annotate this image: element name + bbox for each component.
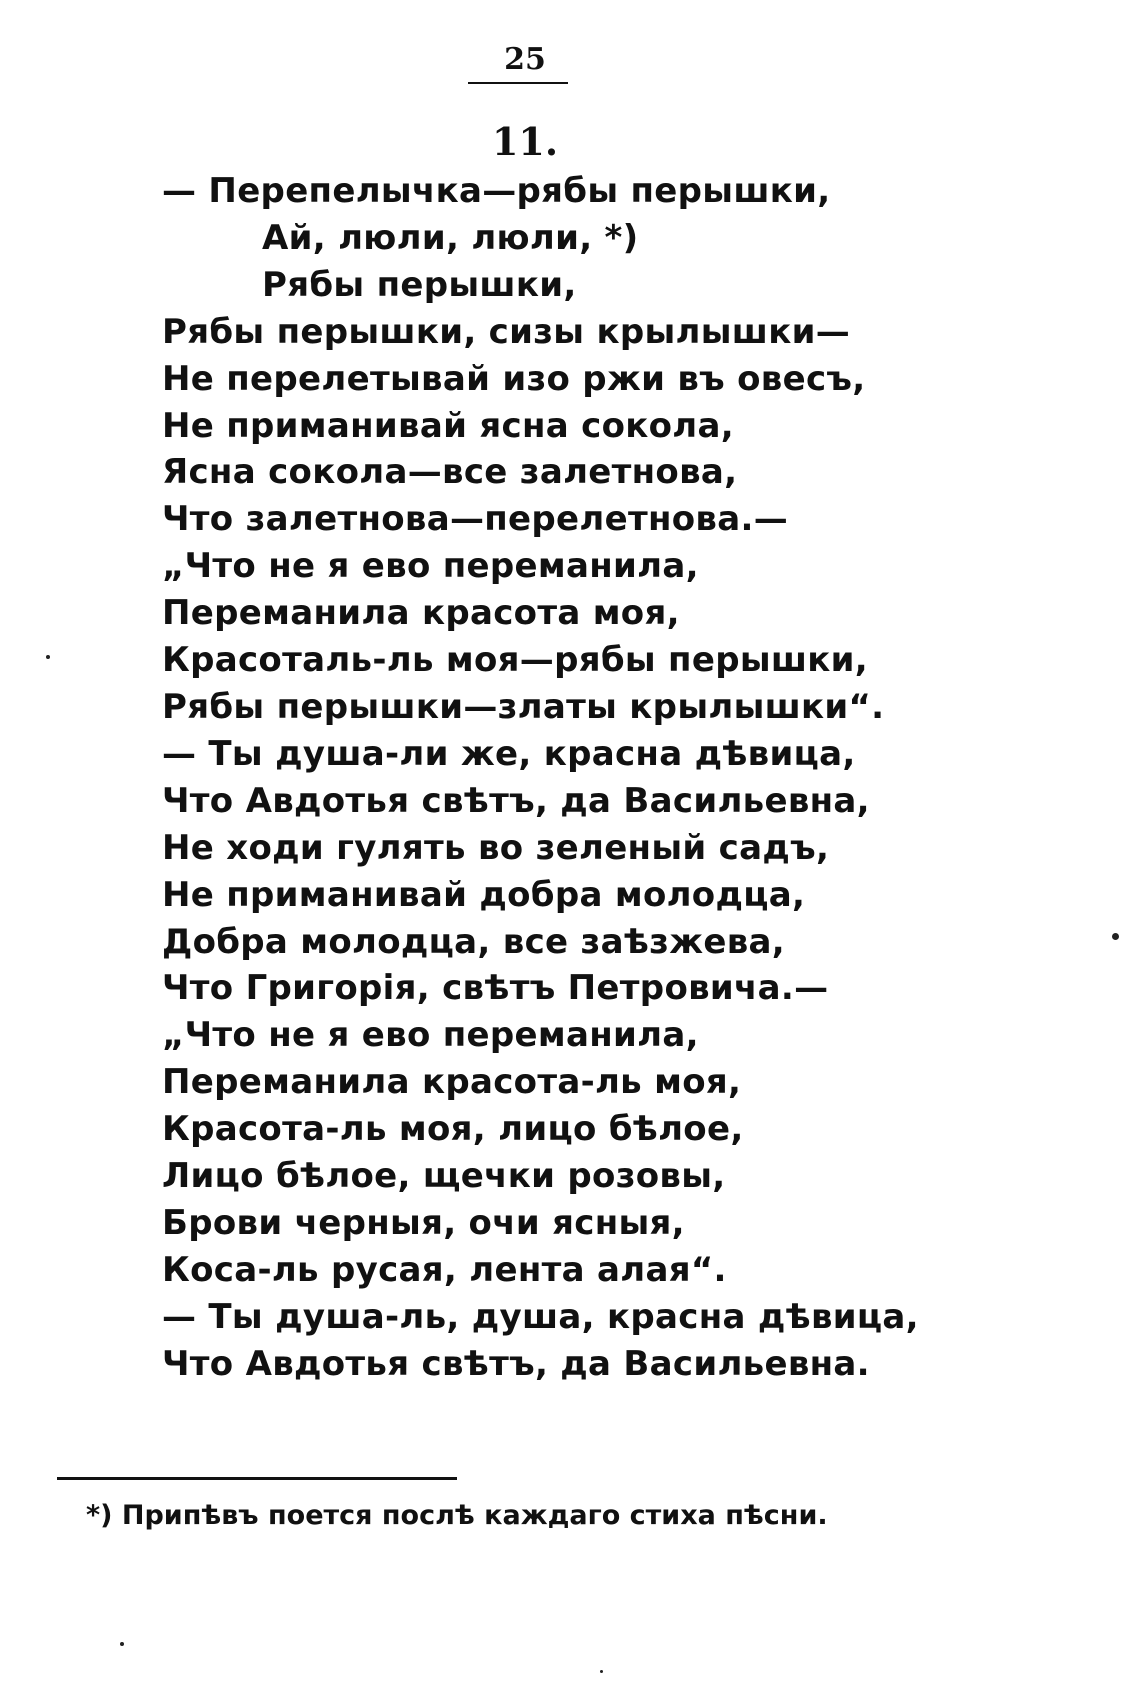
verse-line: „Что не я ево переманила,: [162, 546, 699, 587]
verse-line: — Ты душа-ли же, красна дѣвица,: [162, 733, 856, 774]
verse-line: Не ходи гулять во зеленый садъ,: [162, 827, 830, 868]
scan-speck: [600, 1670, 603, 1673]
verse-line: Не перелетывай изо ржи въ овесъ,: [162, 358, 866, 399]
verse-line: Лицо бѣлое, щечки розовы,: [162, 1156, 726, 1197]
scan-speck: [46, 655, 50, 659]
song-verse: [162, 168, 919, 1388]
verse-line: Не приманивай ясна сокола,: [162, 405, 734, 446]
page-number: 25: [504, 42, 546, 77]
footnote: *) Припѣвъ поется послѣ каждаго стиха пѣсни.: [86, 1500, 828, 1531]
song-number: 11.: [491, 119, 559, 164]
verse-line: Переманила красота-ль моя,: [162, 1062, 742, 1103]
verse-line: Не приманивай добра молодца,: [162, 874, 806, 915]
verse-line: Что Григорія, свѣтъ Петровича.—: [162, 968, 829, 1009]
verse-line: — Ты душа-ль, душа, красна дѣвица,: [162, 1296, 919, 1337]
scan-speck: [1112, 933, 1119, 940]
page-number-underline: [468, 82, 568, 84]
verse-line: Коса-ль русая, лента алая“.: [162, 1249, 727, 1290]
verse-line: Что Авдотья свѣтъ, да Васильевна.: [162, 1343, 870, 1384]
verse-line: Рябы перышки, сизы крылышки—: [162, 311, 851, 352]
verse-line: Рябы перышки—златы крылышки“.: [162, 686, 885, 727]
verse-line: Что Авдотья свѣтъ, да Васильевна,: [162, 780, 870, 821]
verse-line: — Перепелычка—рябы перышки,: [162, 171, 831, 211]
footnote-divider: [57, 1477, 457, 1480]
verse-line: Переманила красота моя,: [162, 593, 680, 634]
verse-line: Брови черныя, очи ясныя,: [162, 1202, 685, 1243]
verse-line: Красоталь-ль моя—рябы перышки,: [162, 640, 869, 681]
verse-line: Ясна сокола—все залетнова,: [162, 452, 738, 493]
verse-line: Добра молодца, все заѣзжева,: [162, 921, 785, 962]
verse-line-refrain: Ай, люли, люли, *): [262, 217, 639, 258]
verse-line-refrain: Рябы перышки,: [262, 264, 577, 305]
verse-line: „Что не я ево переманила,: [162, 1015, 699, 1056]
scan-speck: [120, 1642, 124, 1646]
verse-line: Красота-ль моя, лицо бѣлое,: [162, 1109, 744, 1150]
verse-line: Что залетнова—перелетнова.—: [162, 499, 788, 540]
